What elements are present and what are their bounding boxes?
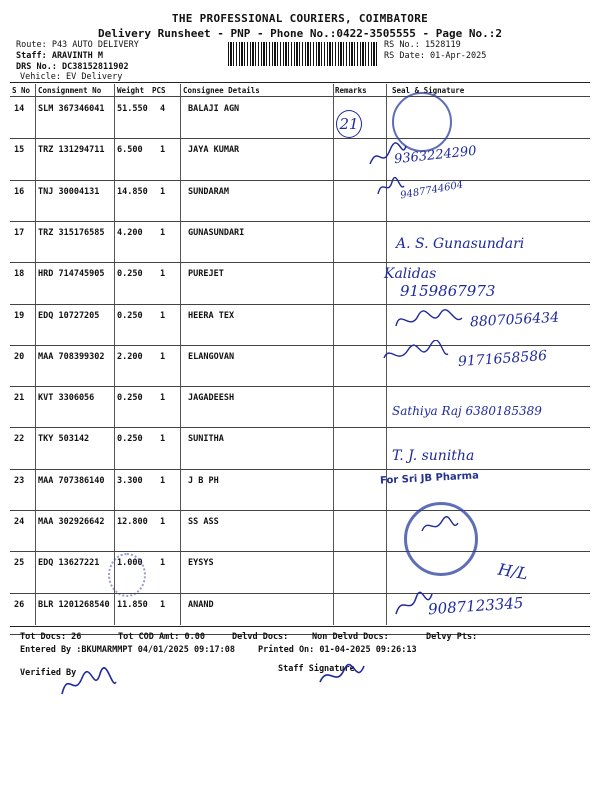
cell-weight: 12.800	[117, 517, 148, 527]
cell-sno: 16	[14, 186, 25, 197]
cell-weight: 4.200	[117, 227, 143, 238]
cell-sno: 25	[14, 558, 25, 569]
cell-pcs: 1	[160, 475, 166, 486]
row-divider	[10, 510, 590, 511]
cell-weight: 3.300	[117, 475, 143, 486]
cell-sno: 17	[14, 227, 25, 238]
barcode	[228, 42, 378, 66]
handwritten-name-r18: Kalidas	[384, 266, 437, 282]
handwritten-phone-r15: 9363224290	[393, 143, 478, 168]
cell-consignee: SUNDARAM	[188, 186, 229, 197]
cell-consignment-no: TNJ 30004131	[38, 186, 100, 197]
total-cod: Tot COD Amt: 0.00	[118, 632, 205, 642]
row-divider	[10, 634, 590, 635]
row-divider	[10, 345, 590, 346]
cell-consignment-no: KVT 3306056	[38, 393, 95, 404]
col-sno: S No	[12, 86, 31, 95]
row-divider	[10, 304, 590, 305]
cell-weight: 6.500	[117, 145, 143, 156]
runsheet-title: Delivery Runsheet - PNP - Phone No.:0422-3505555 - Page No.:2	[98, 27, 502, 40]
signature-r20-icon	[380, 340, 450, 370]
row-divider	[10, 221, 590, 222]
cell-weight: 11.850	[117, 599, 148, 610]
cell-consignment-no: EDQ 10727205	[38, 310, 100, 321]
cell-sno: 19	[14, 310, 25, 321]
cell-consignment-no: BLR 1201268540	[38, 599, 110, 610]
column-divider	[333, 84, 334, 625]
row-divider	[10, 551, 590, 552]
cell-sno: 23	[14, 475, 25, 486]
cell-pcs: 1	[160, 558, 166, 569]
column-divider	[180, 84, 181, 625]
rs-date-label: RS Date: 01-Apr-2025	[384, 51, 487, 61]
cell-pcs: 1	[160, 351, 166, 362]
delivery-points: Delvy Pts:	[426, 632, 478, 642]
cell-pcs: 1	[160, 434, 166, 445]
row-divider	[10, 138, 590, 139]
cell-consignee: HEERA TEX	[188, 310, 235, 321]
cell-consignee: ELANGOVAN	[188, 351, 235, 362]
cell-pcs: 1	[160, 393, 166, 404]
cell-sno: 26	[14, 599, 25, 610]
entered-by: Entered By :BKUMARMMPT 04/01/2025 09:17:08	[20, 645, 235, 655]
signature-r24-icon	[420, 515, 460, 537]
cell-pcs: 1	[160, 145, 166, 156]
staff-signature-icon	[316, 660, 368, 692]
handwritten-phone-r18: 9159867973	[400, 282, 496, 300]
row-divider	[10, 427, 590, 428]
cell-weight: 14.850	[117, 186, 148, 197]
cell-consignee: SS ASS	[188, 517, 219, 527]
column-divider	[114, 84, 115, 625]
rs-no-label: RS No.: 1528119	[384, 40, 461, 50]
row-divider	[10, 469, 590, 470]
col-seal-signature: Seal & Signature	[392, 86, 465, 95]
cell-consignment-no: MAA 708399302	[38, 351, 105, 362]
col-consignment: Consignment No	[38, 86, 102, 95]
cell-pcs: 1	[160, 269, 166, 280]
cell-weight: 1.000	[117, 558, 143, 569]
company-title: THE PROFESSIONAL COURIERS, COIMBATORE	[171, 12, 429, 25]
vehicle-label: Vehicle: EV Delivery	[20, 72, 123, 82]
signature-r26-icon	[394, 590, 434, 618]
col-consignee: Consignee Details	[183, 86, 260, 95]
cell-consignee: SUNITHA	[188, 434, 224, 445]
row-divider	[10, 593, 590, 594]
cell-consignee: EYSYS	[188, 558, 214, 569]
cell-consignee: J B PH	[188, 475, 219, 486]
cell-sno: 24	[14, 517, 25, 527]
cell-sno: 14	[14, 104, 25, 114]
verifier-signature-icon	[58, 664, 118, 704]
cell-sno: 20	[14, 351, 25, 362]
printed-on: Printed On: 01-04-2025 09:26:13	[258, 645, 417, 655]
cell-pcs: 1	[160, 517, 166, 527]
handwritten-phone-r26: 9087123345	[427, 593, 524, 619]
cell-consignee: GUNASUNDARI	[188, 227, 245, 238]
cell-consignment-no: EDQ 13627221	[38, 558, 100, 569]
non-delivered-docs: Non Delvd Docs:	[312, 632, 389, 642]
handwritten-phone-r20: 9171658586	[457, 347, 548, 371]
drs-label: DRS No.: DC38152811902	[16, 62, 129, 72]
cell-consignee: JAYA KUMAR	[188, 145, 240, 156]
row-divider	[10, 386, 590, 387]
row-divider	[10, 180, 590, 181]
handwritten-mark-r25: H/L	[496, 559, 530, 584]
cell-pcs: 1	[160, 227, 166, 238]
handwritten-name-r17: A. S. Gunasundari	[396, 236, 525, 252]
cell-consignment-no: TKY 503142	[38, 434, 90, 445]
cell-weight: 51.550	[117, 104, 148, 114]
col-pcs: PCS	[152, 86, 166, 95]
cell-sno: 22	[14, 434, 25, 445]
cell-weight: 2.200	[117, 351, 143, 362]
faint-seal-icon	[108, 553, 146, 597]
row-divider	[10, 262, 590, 263]
cell-consignment-no: TRZ 131294711	[38, 145, 105, 156]
handwritten-phone-r19: 8807056434	[469, 309, 560, 331]
col-weight: Weight	[117, 86, 145, 95]
cell-weight: 0.250	[117, 310, 143, 321]
cell-sno: 21	[14, 393, 25, 404]
pharma-stamp: For Sri JB Pharma	[379, 470, 480, 487]
cell-consignment-no: SLM 367346041	[38, 104, 105, 114]
signature-r16-icon	[376, 176, 406, 198]
cell-consignee: JAGADEESH	[188, 393, 235, 404]
cell-consignee: PUREJET	[188, 269, 224, 280]
cell-pcs: 1	[160, 186, 166, 197]
cell-sno: 18	[14, 269, 25, 280]
cell-pcs: 1	[160, 310, 166, 321]
signature-r15-icon	[368, 140, 408, 170]
cell-weight: 0.250	[117, 269, 143, 280]
staff-label: Staff: ARAVINTH M	[16, 51, 103, 61]
cell-pcs: 4	[160, 104, 166, 114]
total-docs: Tot Docs: 26	[20, 632, 82, 642]
cell-weight: 0.250	[117, 393, 143, 404]
cell-consignee: ANAND	[188, 599, 214, 610]
handwritten-name-r22: T. J. sunitha	[392, 448, 475, 464]
cell-pcs: 1	[160, 599, 166, 610]
cell-consignment-no: HRD 714745905	[38, 269, 105, 280]
delivered-docs: Delvd Docs:	[232, 632, 289, 642]
association-seal-icon	[404, 502, 478, 576]
cell-weight: 0.250	[117, 434, 143, 445]
cell-consignment-no: MAA 707386140	[38, 475, 105, 486]
column-divider	[35, 84, 36, 625]
remarks-mark: 21	[336, 110, 362, 138]
handwritten-name-r21: Sathiya Raj 6380185389	[392, 404, 542, 418]
signature-r19-icon	[392, 306, 464, 334]
col-remarks: Remarks	[335, 86, 367, 95]
route-label: Route: P43 AUTO DELIVERY	[16, 40, 139, 50]
cell-consignment-no: TRZ 315176585	[38, 227, 105, 238]
header-divider	[10, 96, 590, 97]
cell-sno: 15	[14, 145, 25, 156]
verified-by: Verified By	[20, 668, 77, 678]
staff-signature: Staff Signature	[278, 664, 355, 674]
cell-consignment-no: MAA 302926642	[38, 517, 105, 527]
cell-consignee: BALAJI AGN	[188, 104, 240, 114]
handwritten-phone-r16: 9487744604	[399, 179, 465, 202]
